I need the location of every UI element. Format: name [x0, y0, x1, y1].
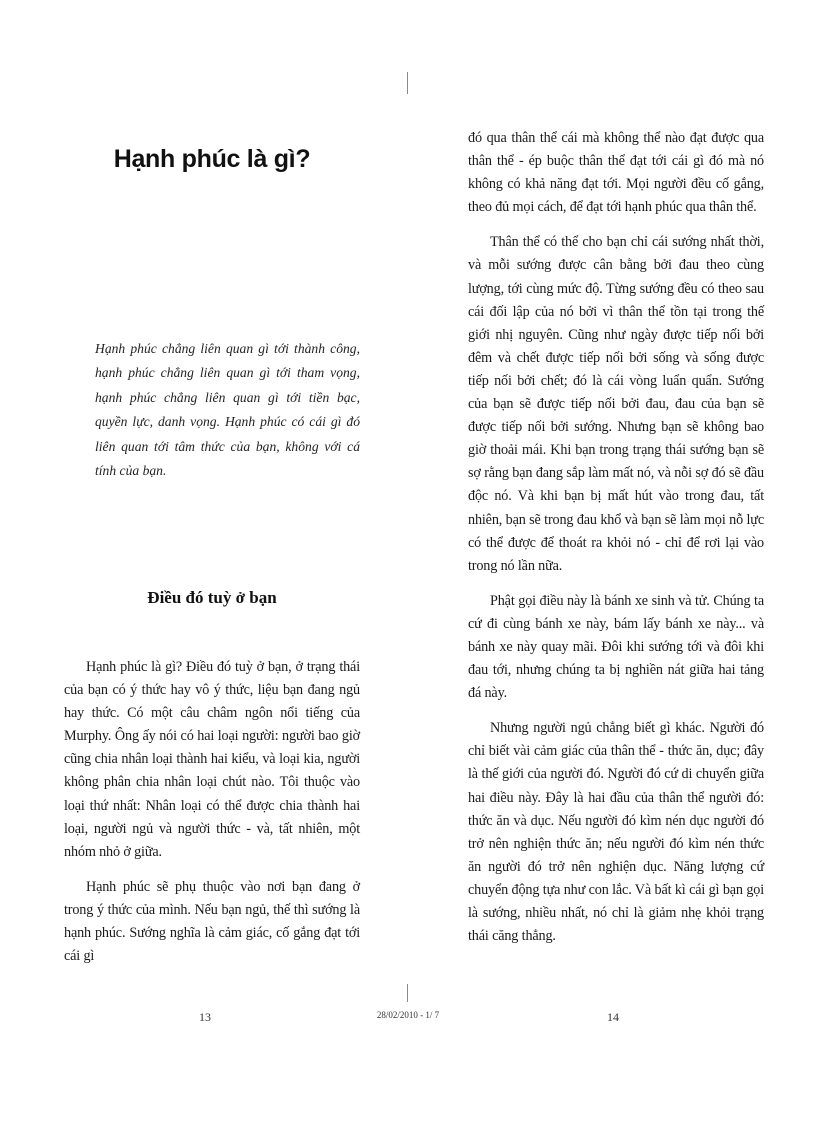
right-page-body — [468, 127, 764, 960]
right-paragraph-1: đó qua thân thể cái mà không thể nào đạt được qua thân thể - ép buộc thân thể đạt tới cái gì đó mà nó không có khả năng đạt tới. Mọi người đều cố gắng, theo đủ mọi cách, để đạt tới hạnh phúc qua thân thể. — [468, 130, 764, 216]
footer-date: 28/02/2010 - 1/ 7 — [376, 1010, 440, 1020]
page-number-right: 14 — [607, 1010, 619, 1024]
chapter-title: Hạnh phúc là gì? — [113, 145, 311, 173]
page-number-left: 13 — [199, 1010, 211, 1024]
section-title: Điều đó tuỳ ở bạn — [147, 588, 277, 607]
left-page-body — [64, 656, 360, 980]
center-crop-mark-bottom — [407, 984, 408, 1002]
right-paragraph-2: Thân thể có thể cho bạn chỉ cái sướng nhất thời, và mỗi sướng được cân bằng bởi đau theo cùng lượng, tới cùng mức độ. Từng sướng đều có theo sau cái đối lập của nó bởi vì thân thể tồn tại trong thế giới nhị nguyên. Cũng như ngày được tiếp nối bởi đêm và chết được tiếp nối bởi sống và sống được tiếp nối bởi chết; đó là cái vòng luẩn quẩn. Sướng của bạn sẽ được tiếp nối bởi đau, đau của bạn sẽ được tiếp nối bởi sướng. Nhưng bạn sẽ không bao giờ thoải mái. Khi bạn trong trạng thái sướng bạn sẽ sợ rằng bạn đang sắp làm mất nó, và nỗi sợ đó sẽ đầu độc nó. Và khi bạn bị mất hút vào trong đau, tất nhiên, bạn sẽ trong đau khổ và bạn sẽ làm mọi nỗ lực có thể được để thoát ra khỏi nó - chỉ để rơi lại vào trong nó lần nữa. — [468, 234, 764, 574]
right-paragraph-4: Nhưng người ngủ chẳng biết gì khác. Người đó chỉ biết vài cảm giác của thân thể - thức ăn, dục; đây là thế giới của người đó. Người đó cứ di chuyển giữa hai điều này. Đây là hai đầu của thân thể người đó: thức ăn và dục. Nếu người đó kìm nén dục người đó trở nên nghiện thức ăn; nếu người đó kìm nén thức ăn người đó trở nên nghiện dục. Năng lượng cứ chuyển động tựa như con lắc. Và bất kì cái gì bạn gọi là sướng, nhiều nhất, nó chỉ là giảm nhẹ khỏi trạng thái căng thẳng. — [468, 720, 764, 945]
right-paragraph-3: Phật gọi điều này là bánh xe sinh và tử. Chúng ta cứ đi cùng bánh xe này, bám lấy bánh xe này... và bánh xe này quay mãi. Đôi khi sướng tới và đôi khi đau tới, nhưng chúng ta bị nghiền nát giữa hai tảng đá này. — [468, 592, 764, 702]
left-paragraph-2: Hạnh phúc sẽ phụ thuộc vào nơi bạn đang ở trong ý thức của mình. Nếu bạn ngủ, thế thì sướng là hạnh phúc. Sướng nghĩa là cảm giác, cố gắng đạt tới cái gì — [64, 878, 360, 965]
left-paragraph-1: Hạnh phúc là gì? Điều đó tuỳ ở bạn, ở trạng thái của bạn có ý thức hay vô ý thức, liệu bạn đang ngủ hay thức. Có một câu châm ngôn nổi tiếng của Murphy. Ông ấy nói có hai loại người: người bao giờ cũng chia nhân loại thành hai kiểu, và loại kia, người không phân chia nhân loại chút nào. Tôi thuộc vào loại thứ nhất: Nhân loại có thể được chia thành hai loại, người ngủ và người thức - và, tất nhiên, một nhóm nhỏ ở giữa. — [64, 659, 360, 860]
center-crop-mark-top — [407, 72, 408, 94]
epigraph: Hạnh phúc chẳng liên quan gì tới thành công, hạnh phúc chẳng liên quan gì tới tham vọng, hạnh phúc chẳng liên quan gì tới tiền bạc, quyền lực, danh vọng. Hạnh phúc có cái gì đó liên quan tới tâm thức của bạn, không với cá tính của bạn. — [95, 341, 360, 479]
